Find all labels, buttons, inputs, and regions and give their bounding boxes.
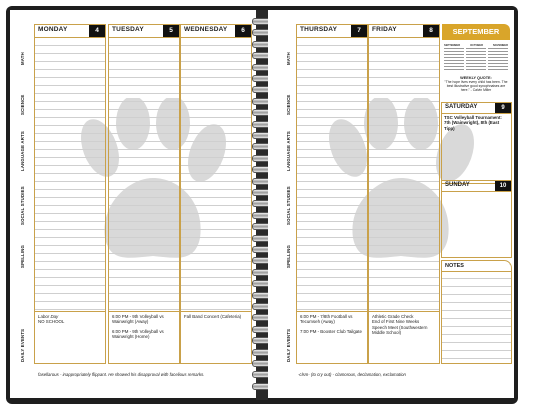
event-text: Fall Band Concert (Cafeteria) — [184, 314, 242, 319]
event-text: 6:00 PM - 9th Volleyball vs Wainwright (Home) — [112, 328, 164, 340]
writing-lines[interactable] — [109, 38, 179, 310]
day-name: THURSDAY — [300, 26, 338, 33]
daily-events — [109, 311, 179, 363]
weekly-quote-title: WEEKLY QUOTE: — [460, 76, 492, 80]
day-number: 8 — [423, 25, 439, 37]
writing-lines[interactable] — [369, 38, 439, 310]
subject-math: MATH — [20, 52, 25, 66]
left-subject-labels — [20, 36, 30, 364]
day-number: 4 — [89, 25, 105, 37]
day-header — [442, 181, 511, 192]
day-number: 7 — [351, 25, 367, 37]
subject-language-arts: LANGUAGE ARTS — [286, 131, 291, 171]
subject-daily-events: DAILY EVENTS — [286, 328, 291, 362]
day-box-saturday[interactable] — [441, 102, 512, 184]
subject-science: SCIENCE — [20, 94, 25, 116]
planner-spread — [10, 10, 514, 400]
event-text: Labor Day NO SCHOOL — [38, 314, 65, 325]
notes-label: NOTES — [442, 261, 511, 272]
mini-month-label: NOVEMBER — [492, 44, 508, 47]
subject-daily-events: DAILY EVENTS — [20, 328, 25, 362]
day-name: SATURDAY — [445, 104, 478, 110]
day-header — [181, 25, 251, 38]
mini-calendars — [444, 44, 508, 74]
day-name: SUNDAY — [445, 182, 470, 188]
day-name: MONDAY — [38, 26, 68, 33]
day-box-sunday[interactable] — [441, 180, 512, 258]
mini-month-label: SEPTEMBER — [444, 44, 461, 47]
subject-science: SCIENCE — [286, 94, 291, 116]
weekly-quote-text: "The hope lives every child has been. The best illustrative good synophnaises are here." - Calvin Miller — [444, 80, 508, 92]
daily-events — [35, 311, 105, 363]
weekly-quote — [444, 76, 508, 92]
notes-box[interactable] — [441, 260, 512, 364]
event-text: TSC Volleyball Tournament: 7th (Wainwright), 8th (East Tipp) — [444, 115, 502, 131]
right-page — [268, 10, 514, 398]
day-column-monday[interactable] — [34, 24, 106, 364]
writing-lines[interactable] — [181, 38, 251, 310]
day-number: 10 — [495, 181, 511, 191]
day-header — [109, 25, 179, 38]
day-name: FRIDAY — [372, 26, 397, 33]
mini-calendar-grid — [488, 48, 508, 70]
month-tab: SEPTEMBER — [442, 24, 510, 40]
day-number: 9 — [495, 103, 511, 113]
day-column-thursday[interactable] — [296, 24, 368, 364]
mini-calendar-grid — [444, 48, 464, 70]
day-header — [297, 25, 367, 38]
mini-calendar-grid — [466, 48, 486, 70]
day-header — [35, 25, 105, 38]
daily-events — [297, 311, 367, 363]
word-of-week-right: -clsm- (to cry out) - clamorous, declamation, exclamation — [298, 372, 406, 377]
day-number: 5 — [163, 25, 179, 37]
left-page — [10, 10, 256, 398]
right-subject-labels — [286, 36, 296, 364]
day-number: 6 — [235, 25, 251, 37]
word-of-week-left: fasellarous - inappropriately flippant. He showed his disapproval with facelious remarks. — [38, 372, 205, 377]
event-text: 6:00 PM - 7/8th Football vs Tecumseh (Away) — [300, 314, 353, 325]
mini-month-label: OCTOBER — [470, 44, 484, 47]
subject-social-studies: SOCIAL STUDIES — [20, 186, 25, 226]
day-name: WEDNESDAY — [184, 26, 228, 33]
subject-spelling: SPELLING — [20, 244, 25, 268]
daily-events — [181, 311, 251, 363]
subject-social-studies: SOCIAL STUDIES — [286, 186, 291, 226]
subject-language-arts: LANGUAGE ARTS — [20, 131, 25, 171]
daily-events — [369, 311, 439, 363]
day-name: TUESDAY — [112, 26, 144, 33]
day-header — [369, 25, 439, 38]
writing-lines[interactable] — [297, 38, 367, 310]
day-column-wednesday[interactable] — [180, 24, 252, 364]
day-column-friday[interactable] — [368, 24, 440, 364]
day-header — [442, 103, 511, 114]
subject-math: MATH — [286, 52, 291, 66]
event-text: Athletic Grade Check End of First Nine Weeks Speech Meet (Southwestern Middle School) — [372, 314, 428, 336]
subject-spelling: SPELLING — [286, 244, 291, 268]
writing-lines[interactable] — [35, 38, 105, 310]
event-text: 6:00 PM - 9th Volleyball vs Wainwright (Away) — [112, 314, 164, 325]
event-text: 7:00 PM - Booster Club Tailgate — [300, 328, 362, 334]
day-column-tuesday[interactable] — [108, 24, 180, 364]
